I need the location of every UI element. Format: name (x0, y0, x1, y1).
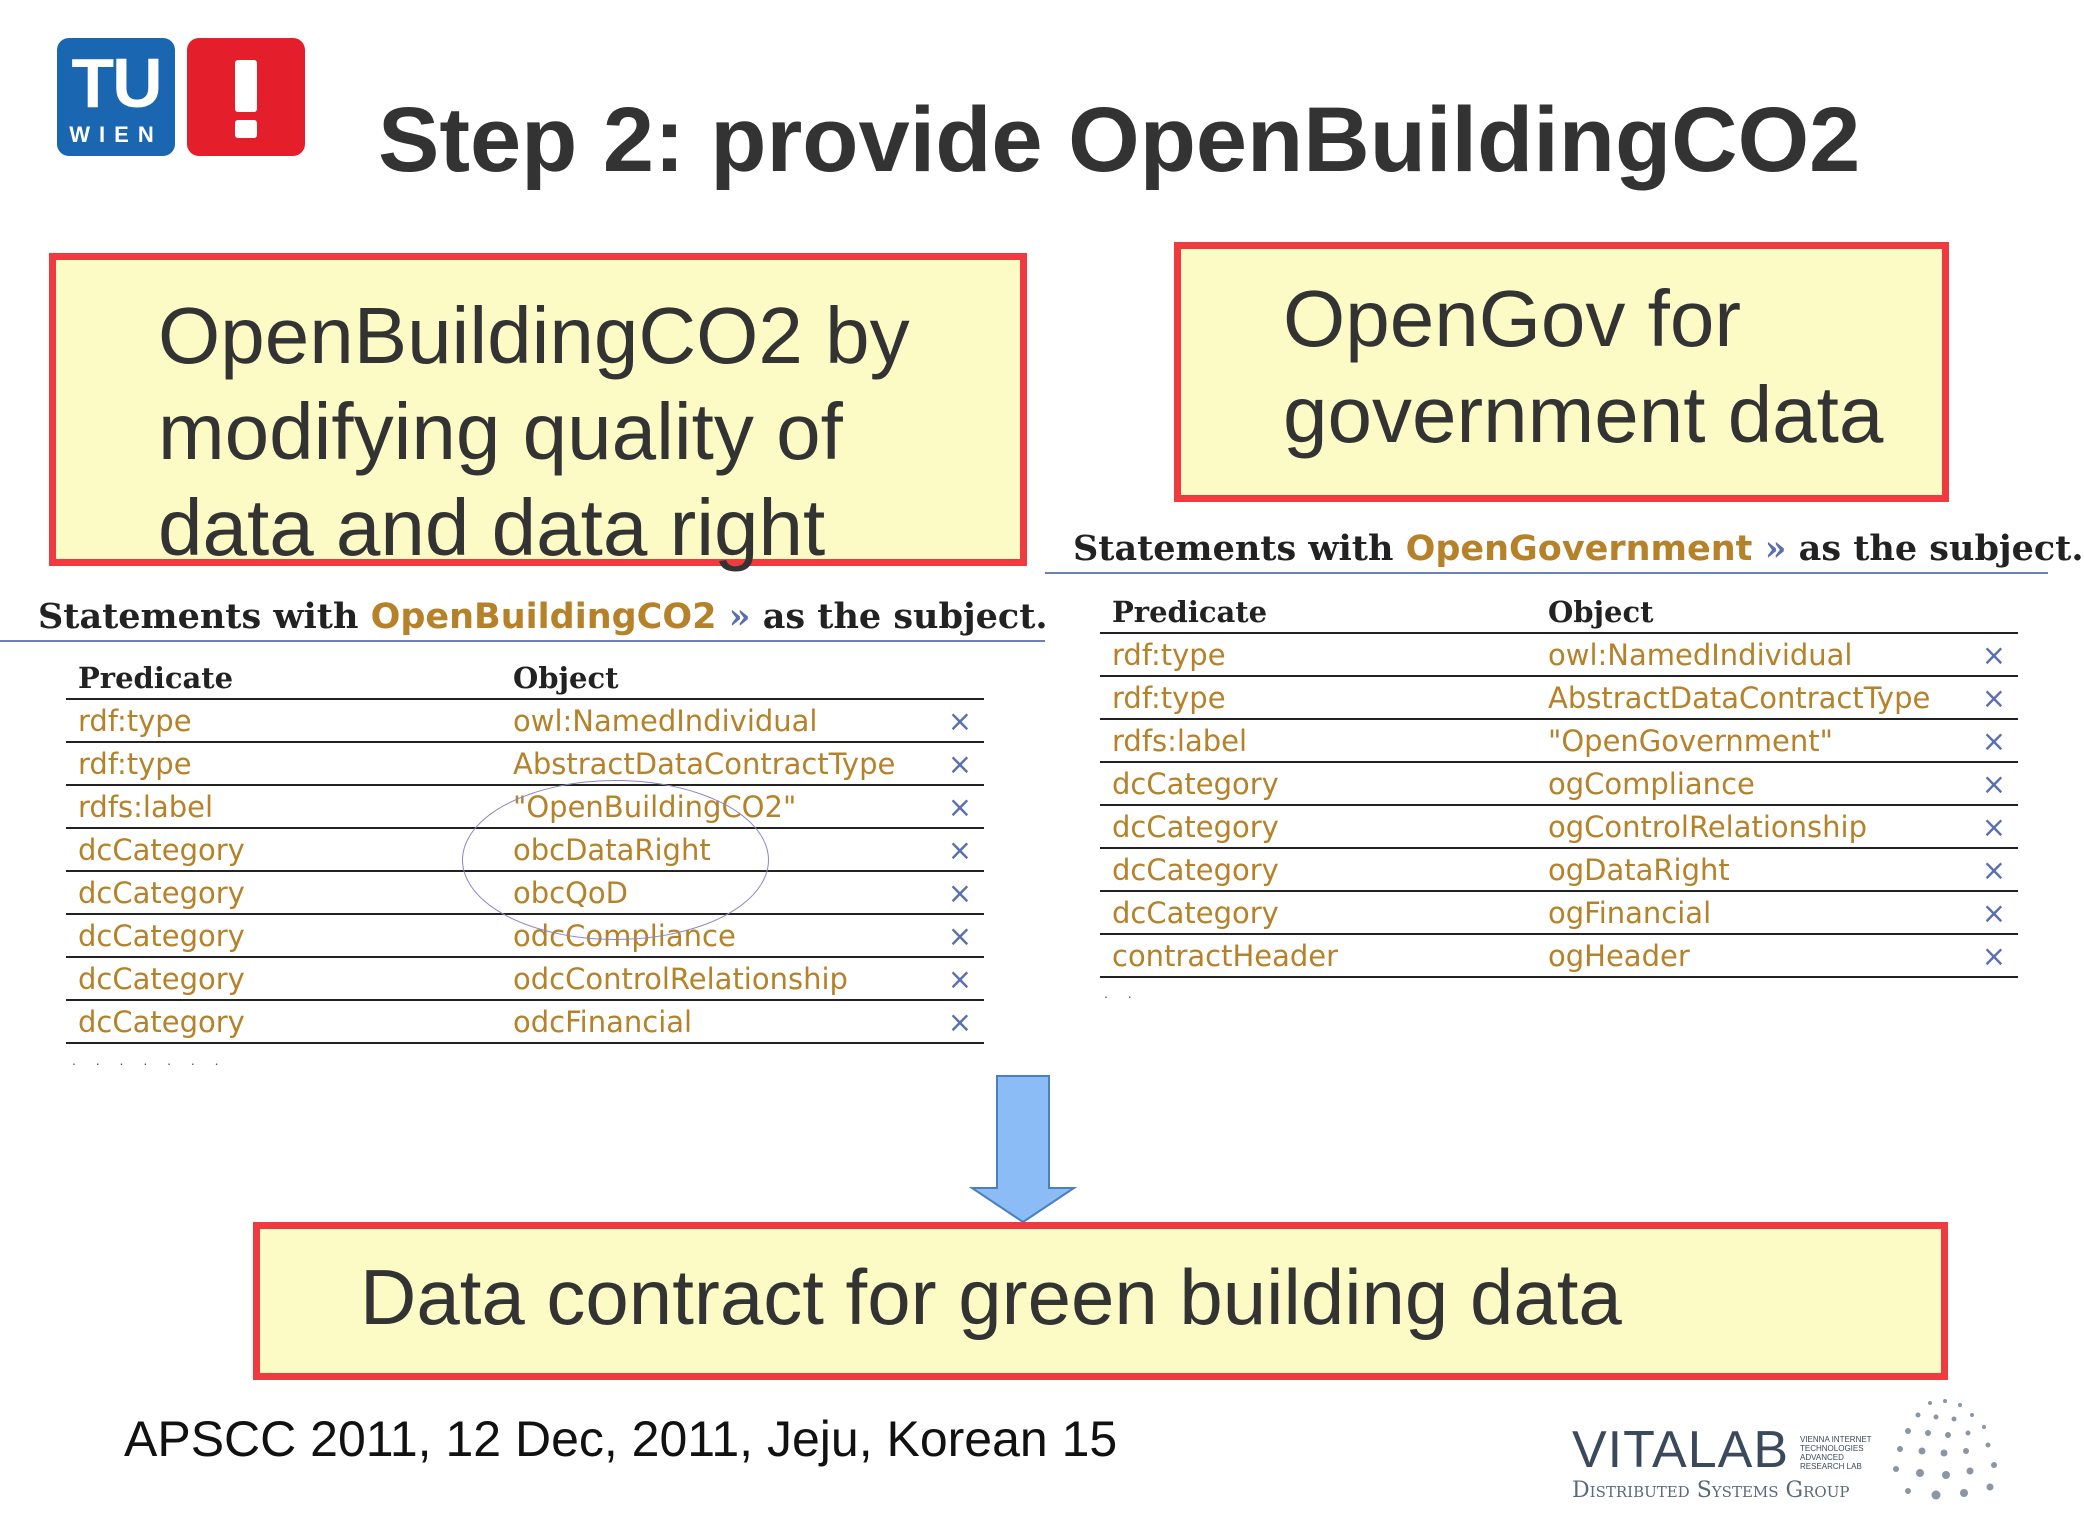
predicate-link[interactable]: rdfs:label (1100, 719, 1536, 762)
object-link[interactable]: ogFinancial (1536, 891, 1956, 934)
table-row (1100, 762, 2018, 805)
object-link[interactable]: obcDataRight (501, 828, 921, 871)
right-statements-heading (1073, 528, 2084, 569)
predicate-link[interactable]: dcCategory (66, 828, 501, 871)
vitalab-dots-icon (1870, 1395, 2010, 1505)
vitalab-tagline (1800, 1435, 1880, 1471)
delete-icon[interactable]: × (921, 828, 984, 871)
predicate-link[interactable]: rdf:type (1100, 633, 1536, 676)
predicate-link[interactable]: dcCategory (1100, 762, 1536, 805)
table-row (66, 957, 984, 1000)
exclaim-dot-icon (235, 120, 257, 138)
delete-icon[interactable]: × (921, 871, 984, 914)
delete-icon[interactable]: × (921, 1000, 984, 1043)
heading-prefix: Statements with (38, 596, 371, 637)
predicate-link[interactable]: rdf:type (66, 699, 501, 742)
down-arrow-icon (968, 1072, 1080, 1224)
predicate-link[interactable]: dcCategory (66, 1000, 501, 1043)
subject-link[interactable]: OpenGovernment (1405, 529, 1753, 569)
left-heading-rule (0, 640, 1045, 642)
predicate-link[interactable]: dcCategory (66, 871, 501, 914)
callout-openbuilding (49, 253, 1027, 572)
delete-icon[interactable]: × (1956, 719, 2018, 762)
table-row (1100, 891, 2018, 934)
object-link[interactable]: owl:NamedIndividual (501, 699, 921, 742)
predicate-link[interactable]: contractHeader (1100, 934, 1536, 977)
predicate-header: Predicate (66, 658, 501, 699)
highlight-ellipse (462, 780, 769, 940)
object-link[interactable]: ogDataRight (1536, 848, 1956, 891)
callout-line: OpenGov for (1283, 274, 1742, 363)
right-heading-rule (1045, 572, 2048, 574)
table-row (1100, 848, 2018, 891)
object-link[interactable]: ogHeader (1536, 934, 1956, 977)
object-link[interactable]: AbstractDataContractType (501, 742, 921, 785)
exclaim-icon (235, 60, 257, 112)
truncated-link-fragment: . . . . . . . (72, 1052, 227, 1068)
predicate-link[interactable]: rdf:type (1100, 676, 1536, 719)
heading-prefix: Statements with (1073, 528, 1406, 569)
footer-text: APSCC 2011, 12 Dec, 2011, Jeju, Korean 15 (124, 1411, 1118, 1467)
heading-suffix: as the subject. (750, 596, 1048, 637)
predicate-link[interactable]: dcCategory (66, 957, 501, 1000)
vitalab-tagline-line: TECHNOLOGIES (1800, 1444, 1864, 1453)
subject-arrow[interactable]: » (1752, 528, 1787, 569)
delete-icon[interactable]: × (1956, 676, 2018, 719)
heading-suffix: as the subject. (1786, 528, 2084, 569)
delete-icon[interactable]: × (921, 785, 984, 828)
vitalab-tagline-line: RESEARCH LAB (1800, 1462, 1862, 1471)
predicate-link[interactable]: dcCategory (1100, 848, 1536, 891)
object-link[interactable]: ogControlRelationship (1536, 805, 1956, 848)
delete-icon[interactable]: × (1956, 891, 2018, 934)
table-row (1100, 934, 2018, 977)
table-row (1100, 805, 2018, 848)
callout-openbuilding-text (158, 288, 910, 576)
delete-icon[interactable]: × (1956, 805, 2018, 848)
table-header-row (66, 658, 984, 699)
callout-data-contract-text: Data contract for green building data (360, 1253, 1622, 1341)
object-header: Object (1536, 592, 1956, 633)
table-header-row (1100, 592, 2018, 633)
vitalab-tagline-line: ADVANCED (1800, 1453, 1844, 1462)
callout-opengov-text (1283, 271, 1883, 463)
object-link[interactable]: "OpenBuildingCO2" (501, 785, 921, 828)
callout-line: OpenBuildingCO2 by (158, 291, 910, 380)
subject-link[interactable]: OpenBuildingCO2 (370, 597, 717, 637)
callout-data-contract (253, 1222, 1948, 1380)
vitalab-tagline-line: VIENNA INTERNET (1800, 1435, 1872, 1444)
object-link[interactable]: "OpenGovernment" (1536, 719, 1956, 762)
tu-logo-text: TU (71, 44, 161, 122)
tu-logo-wien: WIEN (69, 122, 163, 147)
distributed-systems-group: Distributed Systems Group (1572, 1478, 1850, 1503)
predicate-link[interactable]: rdfs:label (66, 785, 501, 828)
table-row (1100, 676, 2018, 719)
delete-icon[interactable]: × (1956, 848, 2018, 891)
object-link[interactable]: odcControlRelationship (501, 957, 921, 1000)
predicate-link[interactable]: dcCategory (66, 914, 501, 957)
object-link[interactable]: odcCompliance (501, 914, 921, 957)
object-link[interactable]: ogCompliance (1536, 762, 1956, 805)
object-header: Object (501, 658, 921, 699)
truncated-link-fragment: . . (1104, 985, 1140, 1001)
object-link[interactable]: owl:NamedIndividual (1536, 633, 1956, 676)
object-link[interactable]: odcFinancial (501, 1000, 921, 1043)
table-row (1100, 719, 2018, 762)
predicate-header: Predicate (1100, 592, 1536, 633)
table-row (66, 699, 984, 742)
delete-icon[interactable]: × (1956, 633, 2018, 676)
action-header (1956, 592, 2018, 633)
predicate-link[interactable]: rdf:type (66, 742, 501, 785)
right-statements-table (1100, 592, 2018, 978)
action-header (921, 658, 984, 699)
delete-icon[interactable]: × (1956, 934, 2018, 977)
object-link[interactable]: AbstractDataContractType (1536, 676, 1956, 719)
callout-line: data and data right (158, 483, 826, 572)
predicate-link[interactable]: dcCategory (1100, 805, 1536, 848)
delete-icon[interactable]: × (1956, 762, 2018, 805)
subject-arrow[interactable]: » (716, 596, 751, 637)
table-row (66, 1000, 984, 1043)
object-link[interactable]: obcQoD (501, 871, 921, 914)
delete-icon[interactable]: × (921, 914, 984, 957)
delete-icon[interactable]: × (921, 699, 984, 742)
callout-opengov (1174, 242, 1949, 502)
table-row (66, 742, 984, 785)
left-statements-heading (38, 596, 1048, 637)
callout-line: government data (1283, 370, 1884, 459)
delete-icon[interactable]: × (921, 742, 984, 785)
predicate-link[interactable]: dcCategory (1100, 891, 1536, 934)
slide-title: Step 2: provide OpenBuildingCO2 (378, 89, 1861, 191)
vitalab-logo: VITALAB (1572, 1421, 1790, 1479)
delete-icon[interactable]: × (921, 957, 984, 1000)
callout-line: modifying quality of (158, 387, 843, 476)
table-row (1100, 633, 2018, 676)
